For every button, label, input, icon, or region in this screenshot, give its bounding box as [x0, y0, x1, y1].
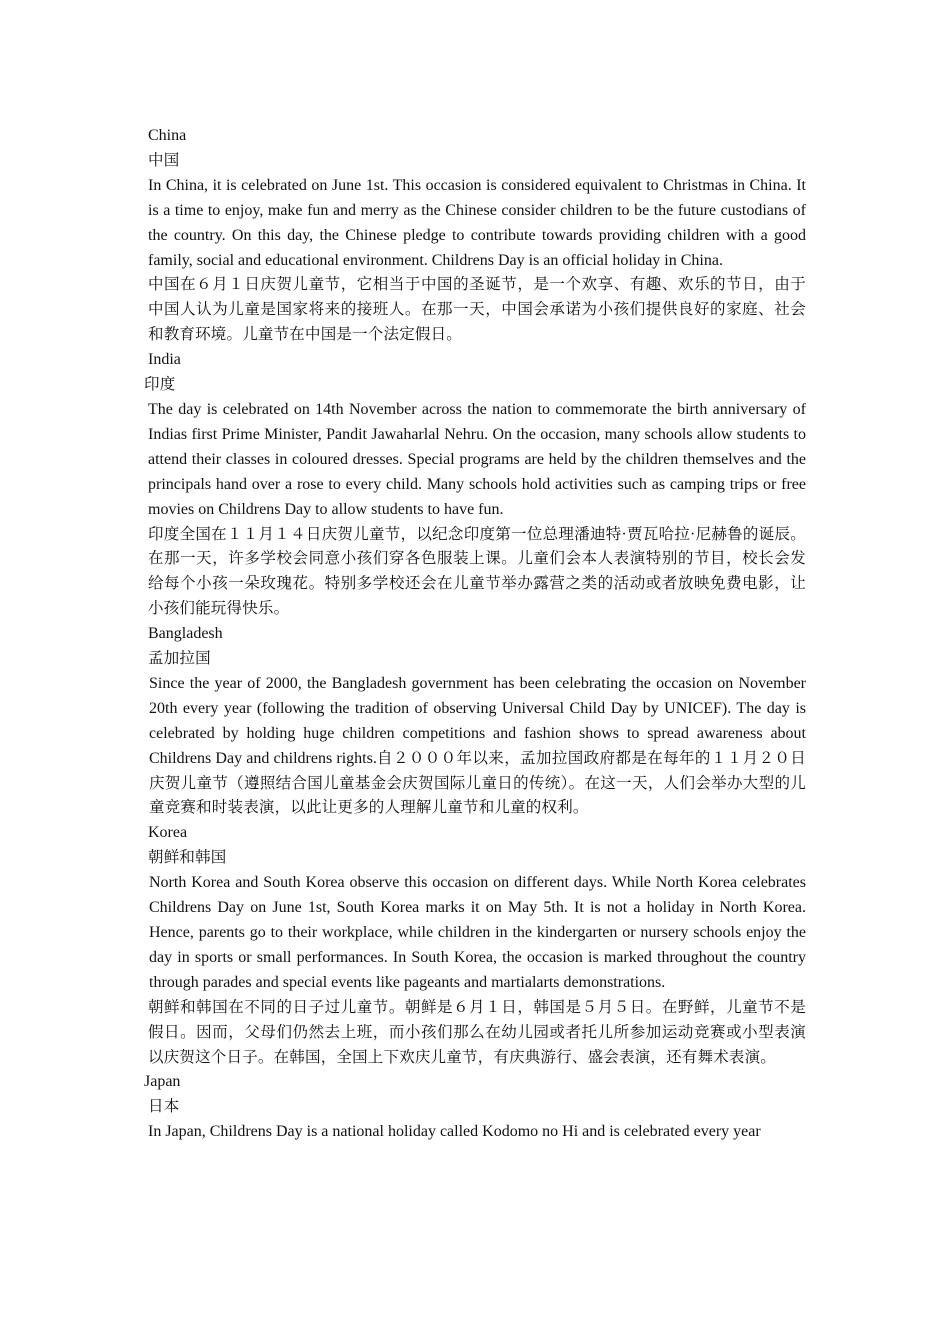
- paragraph-india-zh: 印度全国在１１月１４日庆贺儿童节，以纪念印度第一位总理潘迪特·贾瓦哈拉·尼赫鲁的诞辰。在那一天，许多学校会同意小孩们穿各色服装上课。儿童们会本人表演特别的节目，校长会发给每个小孩一朵玫瑰花。特别多学校还会在儿童节举办露营之类的活动或者放映免费电影，让小孩们能玩得快乐。: [148, 525, 806, 618]
- heading-bangladesh-en: Bangladesh: [148, 625, 223, 643]
- heading-china-en: China: [148, 127, 187, 144]
- paragraph-india-en: The day is celebrated on 14th November across the nation to commemorate the birth anniversary of Indias first Prime Minister, Pandit Jawaharlal Nehru. On the occasion, many schools allow students to attend their classes in coloured dresses. Special programs are held by the children themselves and the principals hand over a rose to every child. Many schools hold activities such as camping trips or free movies on Childrens Day to allow students to have fun.: [148, 400, 806, 518]
- paragraph-korea-en: North Korea and South Korea observe this occasion on different days. While North Korea celebrates Childrens Day on June 1st, South Korea marks it on May 5th. It is not a holiday in North Korea. Hence, parents go to their workplace, while children in the kindergarten or nursery schools enjoy the day in sports or small performances. In South Korea, the occasion is marked throughout the country through parades and special events like pageants and martialarts demonstrations.: [149, 874, 806, 991]
- heading-japan-en: Japan: [144, 1073, 181, 1091]
- heading-korea-zh: 朝鲜和韩国: [148, 849, 227, 867]
- document-body: [144, 124, 806, 1145]
- paragraph-japan-en: In Japan, Childrens Day is a national holiday called Kodomo no Hi and is celebrated every year: [148, 1123, 761, 1141]
- paragraph-bangladesh: [144, 672, 806, 821]
- heading-india-en: India: [148, 351, 181, 369]
- paragraph-korea-zh: 朝鲜和韩国在不同的日子过儿童节。朝鲜是６月１日，韩国是５月５日。在野鲜，儿童节不是假日。因而，父母们仍然去上班，而小孩们那么在幼儿园或者托儿所参加运动竞赛或小型表演以庆贺这个日子。在韩国，全国上下欢庆儿童节，有庆典游行、盛会表演，还有舞术表演。: [148, 998, 806, 1066]
- paragraph-china-zh: 中国在６月１日庆贺儿童节，它相当于中国的圣诞节，是一个欢享、有趣、欢乐的节日，由于中国人认为儿童是国家将来的接班人。在那一天，中国会承诺为小孩们提供良好的家庭、社会和教育环境。儿童节在中国是一个法定假日。: [148, 276, 806, 344]
- heading-india-zh: 印度: [144, 376, 176, 394]
- paragraph-china-en: In China, it is celebrated on June 1st. This occasion is considered equivalent to Christmas in China. It is a time to enjoy, make fun and merry as the Chinese consider children to be the future custodians of the country. On this day, the Chinese pledge to contribute towards providing children with a good family, social and educational environment. Childrens Day is an official holiday in China.: [148, 176, 806, 269]
- paragraph-bangladesh-en: Since the year of 2000, the Bangladesh government has been celebrating the occasion on November 20th every year (following the tradition of observing Universal Child Day by UNICEF). The day is celebrated by holding huge children competitions and fashion shows to spread awareness about Childrens Day and childrens rights.: [149, 674, 806, 767]
- paragraph-bangladesh-zh: 自２０００年以来，孟加拉国政府都是在每年的１１月２０日庆贺儿童节（遵照结合国儿童基金会庆贺国际儿童日的传统）。在这一天，人们会举办大型的儿童竞赛和时装表演，以此让更多的人理解儿童节和儿童的权利。: [149, 749, 807, 817]
- heading-bangladesh-zh: 孟加拉国: [148, 650, 211, 668]
- heading-korea-en: Korea: [148, 824, 188, 842]
- heading-china-zh: 中国: [148, 151, 180, 169]
- heading-japan-zh: 日本: [148, 1098, 180, 1116]
